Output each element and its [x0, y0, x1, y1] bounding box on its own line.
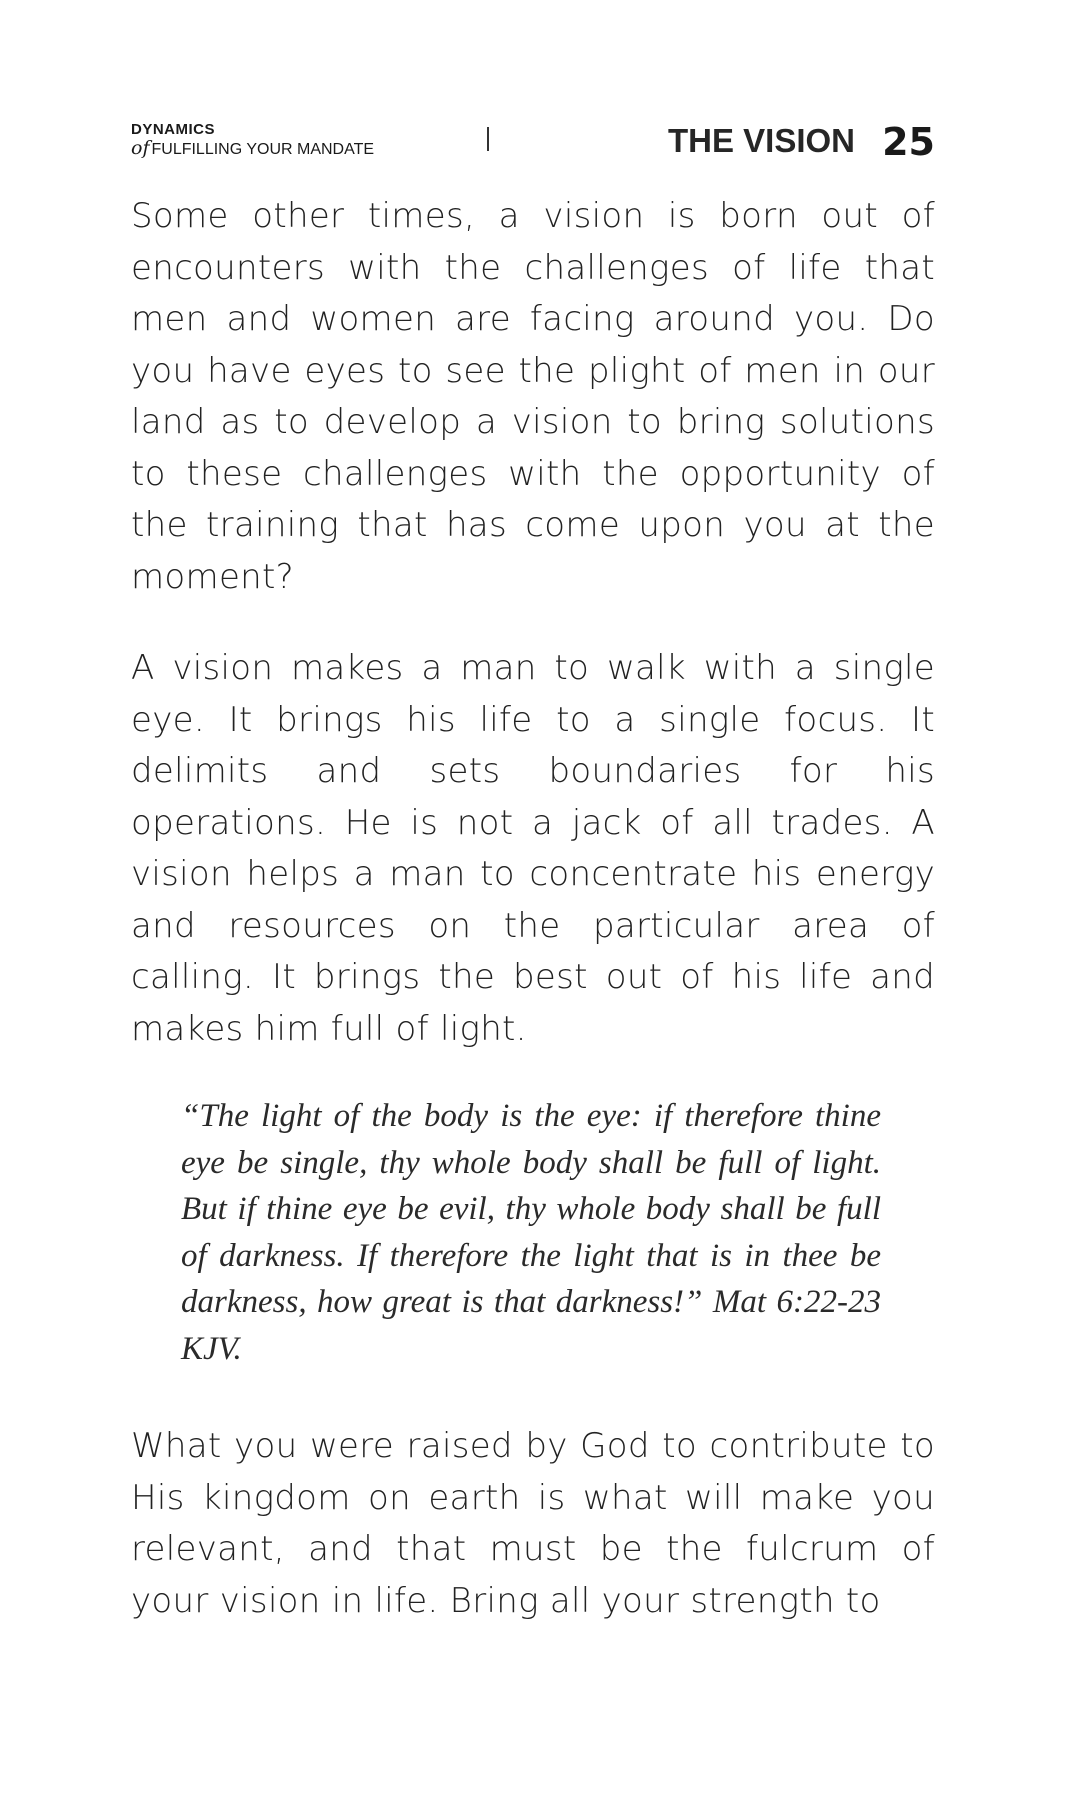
paragraph-2: A vision makes a man to walk with a single eye. It brings his life to a single focus. It delimits and sets boundaries for his operations. He is not a jack of all trades. A vision helps a man to concentrate his energy and resources on the particular area of calling. It brings the best out of his life and makes him full of light.: [131, 648, 935, 1049]
paragraph-1: Some other times, a vision is born out of encounters with the challenges of life that men and women are facing around you. Do you have eyes to see the plight of men in our land as to develop a vision to bring solutions to these challenges with the opportunity of the training that has come upon you at the moment?: [131, 196, 935, 597]
page-number: 25: [882, 120, 935, 164]
chapter-title: THE VISION: [667, 122, 855, 159]
book-title-line1: DYNAMICS: [131, 121, 216, 138]
book-title: [131, 122, 374, 160]
paragraph-3: What you were raised by God to contribute to His kingdom on earth is what will make you relevant, and that must be the fulcrum of your vision in life. Bring all your strength to: [131, 1426, 935, 1621]
book-title-line2: FULFILLING YOUR MANDATE: [151, 141, 375, 158]
running-header: [131, 118, 935, 168]
header-divider: [487, 127, 489, 151]
book-title-of: of: [131, 137, 150, 159]
scripture-quote: “The light of the body is the eye: if therefore thine eye be single, thy whole body shall be full of light. But if thine eye be evil, thy whole body shall be full of darkness. If therefore the light that is in thee be darkness, how great is that darkness!” Mat 6:22-23 KJV.: [181, 1098, 881, 1367]
